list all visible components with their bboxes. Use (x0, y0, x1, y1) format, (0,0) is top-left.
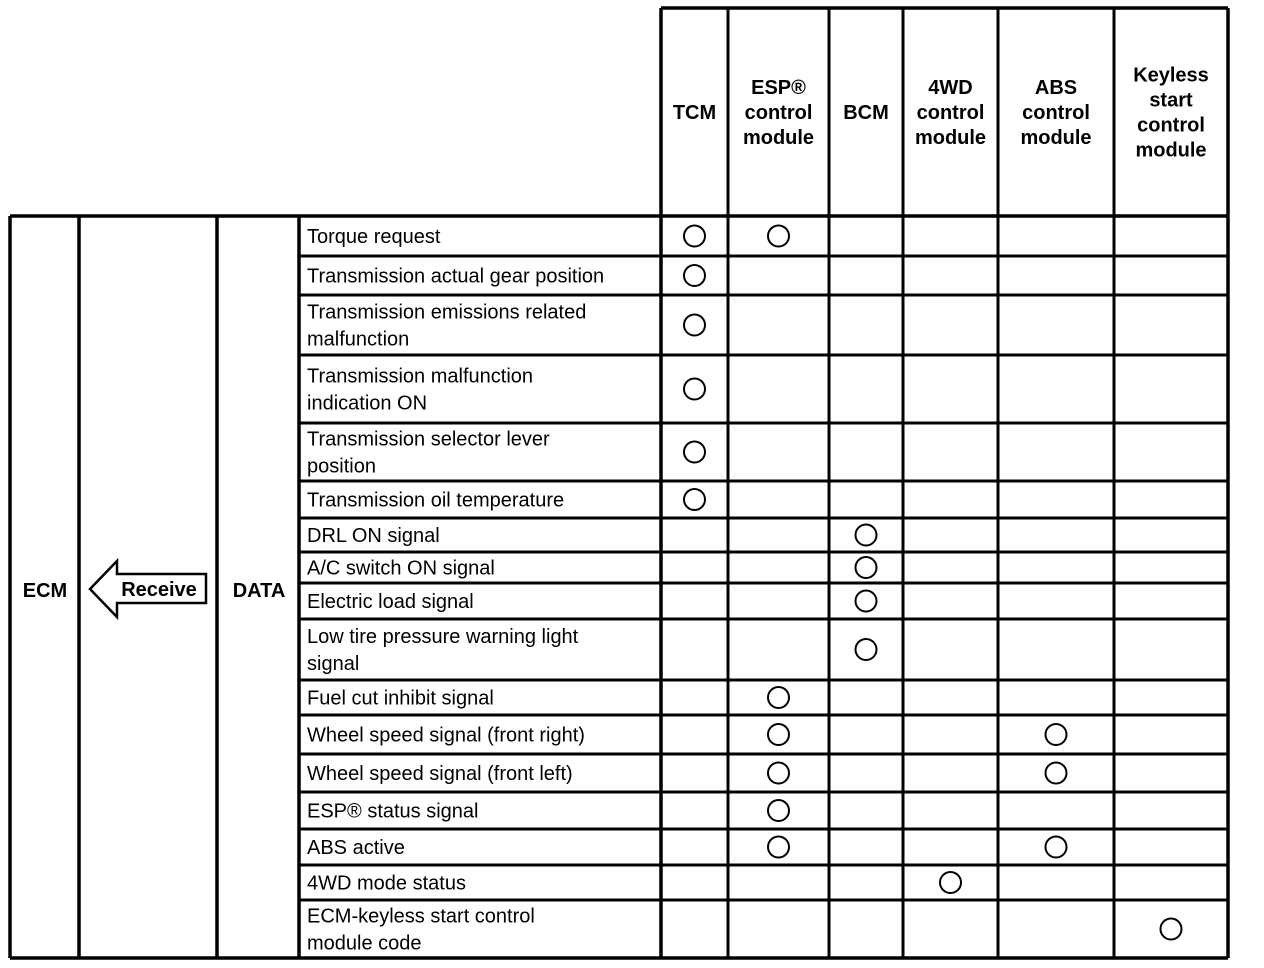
signal-label: signal (307, 653, 360, 675)
circle-mark-icon (768, 226, 789, 247)
signal-label: malfunction (307, 328, 410, 351)
receive-label: Receive (121, 579, 197, 601)
signal-row (307, 763, 1067, 786)
column-header-line: Keyless (1133, 64, 1209, 87)
circle-mark-icon (1046, 724, 1067, 745)
column-header-line: module (742, 127, 815, 149)
circle-mark-icon (684, 226, 705, 247)
column-headers (673, 65, 1209, 162)
column-header-line: TCM (672, 102, 717, 124)
column-header-5 (1133, 65, 1209, 162)
signal-rows (307, 226, 1182, 955)
signal-label: Transmission oil temperature (307, 489, 565, 512)
table-grid (10, 8, 1228, 958)
signal-label: DRL ON signal (307, 525, 440, 547)
circle-mark-icon (856, 639, 877, 660)
signal-row (307, 837, 1067, 860)
signal-row (307, 302, 705, 351)
column-header-line: control (916, 102, 985, 124)
column-header-line: module (1135, 139, 1207, 162)
circle-mark-icon (684, 489, 705, 510)
signal-label: 4WD mode status (307, 872, 466, 895)
data-label: DATA (232, 580, 286, 602)
circle-mark-icon (856, 525, 877, 546)
column-header-0 (673, 102, 716, 124)
signal-label: ABS active (307, 837, 405, 859)
column-header-line: ABS (1034, 77, 1078, 99)
circle-mark-icon (768, 724, 789, 745)
signal-row (307, 489, 705, 512)
circle-mark-icon (684, 379, 705, 400)
column-header-line: control (744, 102, 813, 124)
signal-label: Wheel speed signal (front right) (307, 724, 585, 747)
signal-label: indication ON (307, 392, 428, 415)
column-header-line: control (1137, 114, 1205, 137)
circle-mark-icon (768, 687, 789, 708)
circle-mark-icon (768, 763, 789, 784)
column-header-2 (843, 102, 889, 124)
signal-label: position (307, 455, 376, 478)
ecm-label: ECM (22, 580, 68, 602)
circle-mark-icon (940, 872, 961, 893)
left-label-block (23, 561, 286, 617)
column-header-line: module (1020, 127, 1092, 149)
signal-label: Fuel cut inhibit signal (307, 687, 494, 710)
column-header-1 (743, 77, 814, 149)
signal-label: module code (307, 932, 422, 955)
circle-mark-icon (1161, 919, 1182, 940)
signal-row (307, 525, 877, 548)
signal-label: Transmission selector lever (307, 428, 550, 451)
signal-row (307, 557, 877, 580)
circle-mark-icon (684, 442, 705, 463)
signal-row (307, 872, 961, 895)
circle-mark-icon (856, 557, 877, 578)
signal-label: Low tire pressure warning light (307, 626, 579, 648)
column-header-3 (915, 77, 986, 149)
signal-row (307, 906, 1182, 955)
circle-mark-icon (684, 265, 705, 286)
column-header-line: ESP® (751, 77, 806, 99)
circle-mark-icon (856, 591, 877, 612)
signal-label: Electric load signal (307, 591, 474, 613)
column-header-line: module (914, 127, 987, 149)
signal-label: ESP® status signal (307, 800, 479, 823)
signal-label: Wheel speed signal (front left) (307, 763, 573, 785)
signal-row (307, 724, 1067, 747)
circle-mark-icon (684, 315, 705, 336)
signal-label: Transmission malfunction (307, 365, 534, 388)
signal-label: A/C switch ON signal (307, 557, 495, 580)
signal-row (307, 800, 789, 823)
signal-row (307, 429, 705, 478)
column-header-line: start (1149, 89, 1193, 112)
signal-row (307, 626, 877, 675)
column-header-line: 4WD (928, 77, 973, 99)
column-header-4 (1020, 77, 1091, 149)
signal-label: Transmission actual gear position (307, 265, 605, 288)
circle-mark-icon (1046, 837, 1067, 858)
signal-label: Torque request (307, 226, 441, 248)
signal-row (307, 265, 705, 288)
signal-row (307, 687, 789, 710)
circle-mark-icon (768, 800, 789, 821)
circle-mark-icon (1046, 763, 1067, 784)
circle-mark-icon (768, 837, 789, 858)
signal-row (307, 591, 877, 614)
signal-row (307, 366, 705, 415)
column-header-line: control (1022, 102, 1090, 124)
column-header-line: BCM (843, 102, 889, 124)
signal-label: Transmission emissions related (307, 301, 587, 324)
signal-row (307, 226, 789, 249)
signal-label: ECM-keyless start control (307, 905, 535, 928)
